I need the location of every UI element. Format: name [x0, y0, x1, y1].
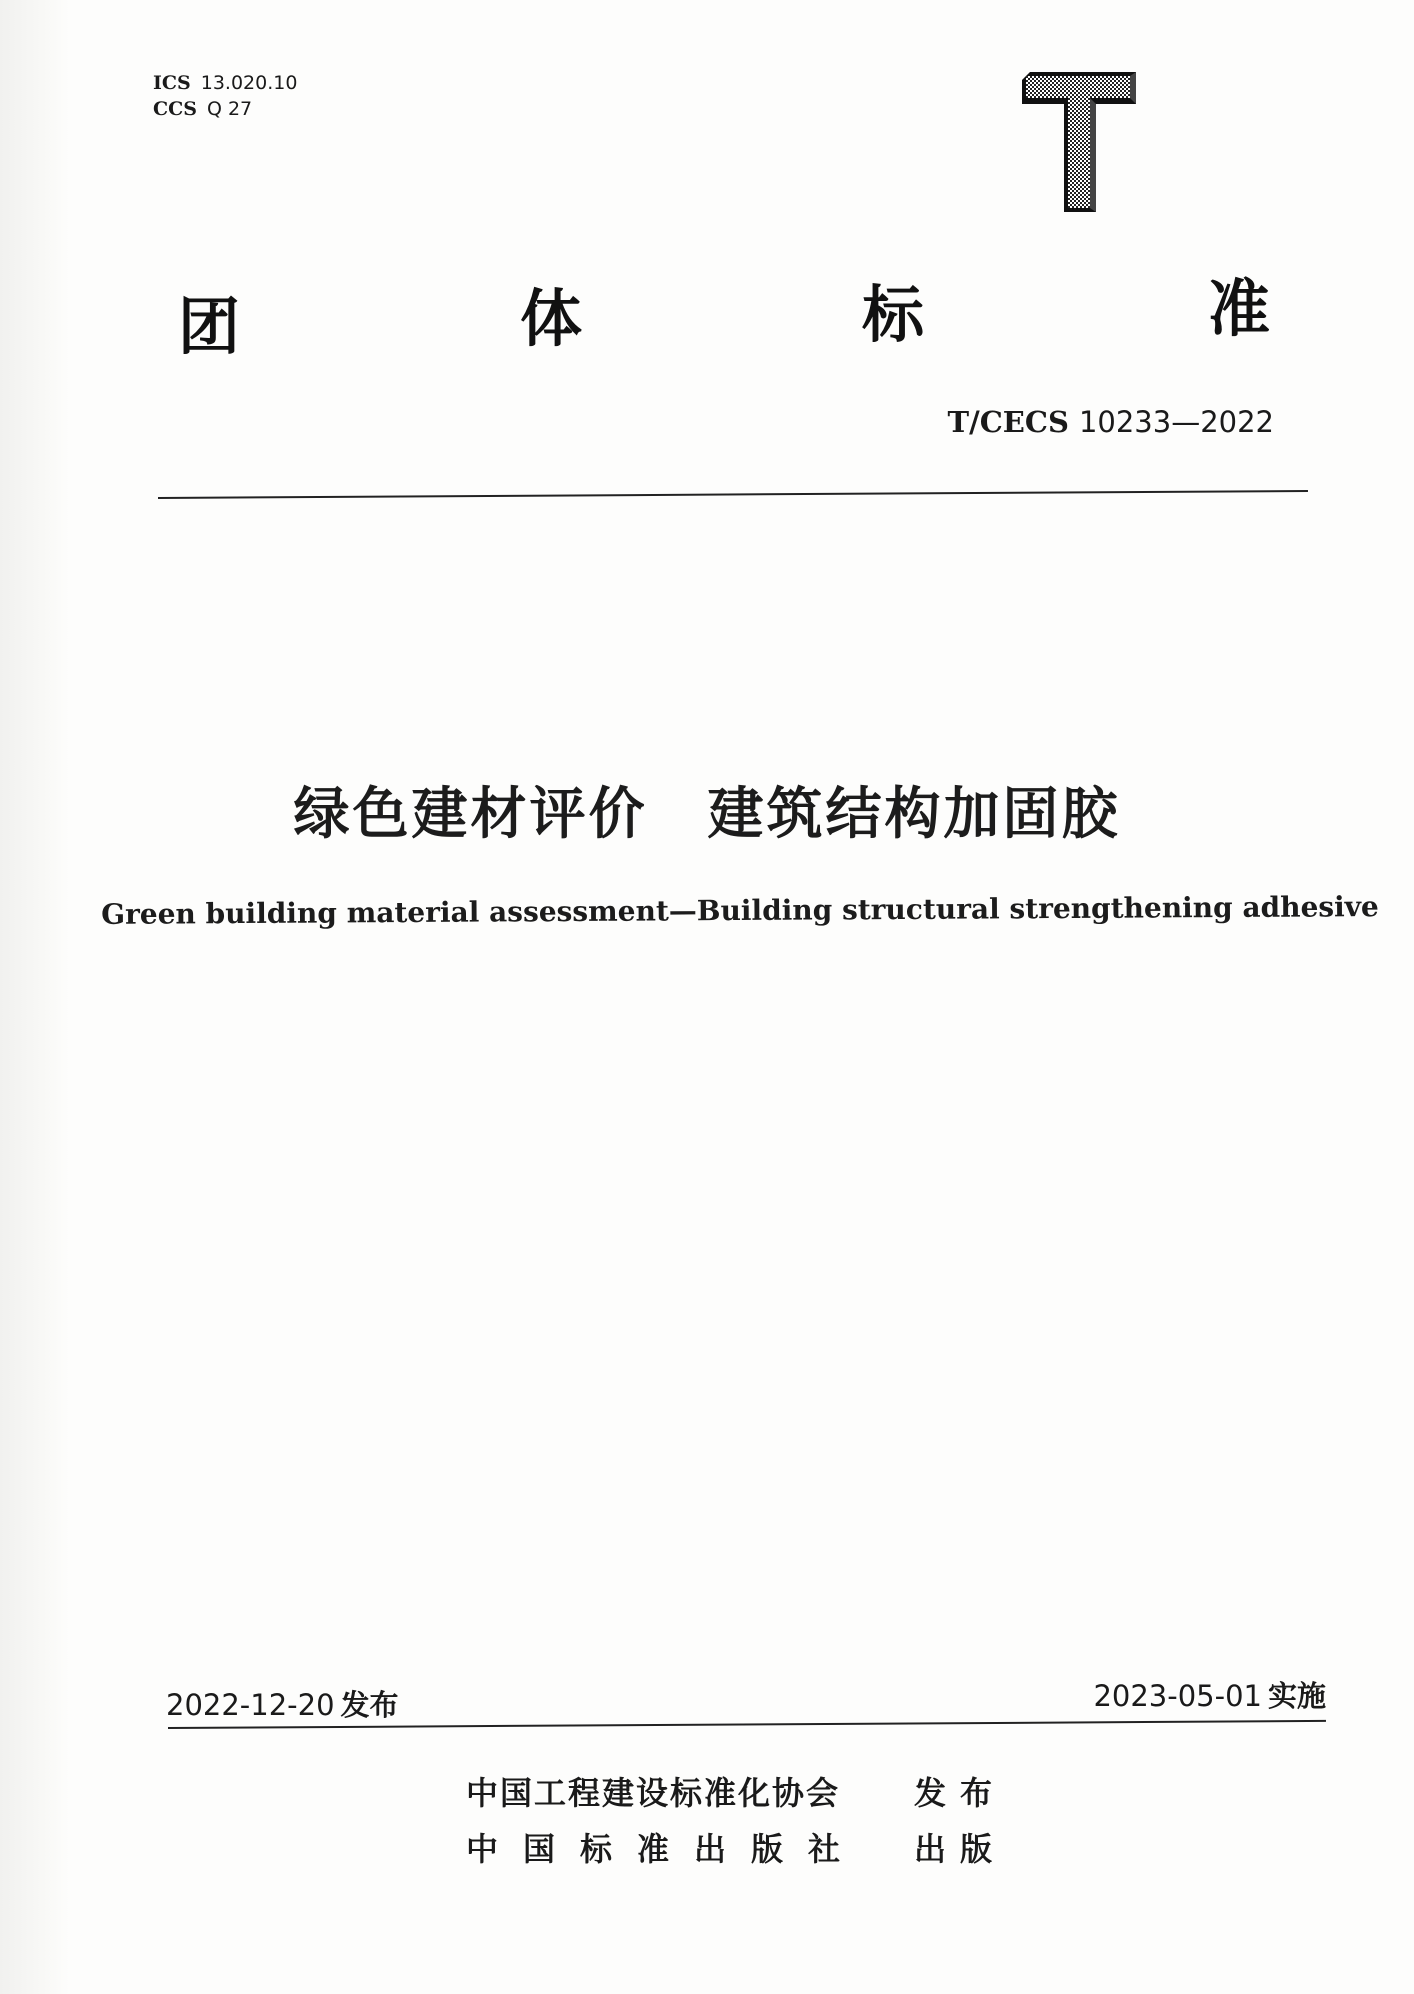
title-english: Green building material assessment—Building structural strengthening adhesive — [101, 890, 1379, 931]
title-chinese — [0, 770, 1414, 850]
publisher-name: 中国标准出版社 — [466, 1830, 866, 1868]
classification-codes — [153, 70, 297, 122]
publisher-role: 发布 — [914, 1774, 1007, 1812]
standard-prefix: T/CECS — [947, 405, 1069, 439]
publisher-role: 出版 — [914, 1830, 1007, 1868]
ics-code-row — [153, 70, 297, 96]
ccs-value: Q 27 — [206, 98, 253, 120]
ics-value: 13.020.10 — [200, 72, 298, 94]
standard-number — [948, 405, 1274, 439]
publisher-row — [466, 1768, 1006, 1814]
implementation-date-value: 2023-05-01 — [1093, 1679, 1262, 1713]
implementation-date — [1093, 1674, 1326, 1715]
issue-date-label: 发布 — [340, 1688, 399, 1722]
doc-type-char: 团 — [178, 290, 241, 363]
doc-type-char: 准 — [1208, 272, 1271, 345]
t-mark-icon — [1018, 72, 1142, 216]
implementation-date-label: 实施 — [1267, 1679, 1326, 1713]
document-type-heading — [178, 272, 1298, 375]
ics-label: ICS — [153, 72, 191, 94]
publisher-name: 中国工程建设标准化协会 — [466, 1774, 841, 1812]
standard-code: 10233—2022 — [1078, 405, 1274, 439]
publisher-row — [466, 1824, 1006, 1870]
title-cn-part2: 建筑结构加固胶 — [707, 782, 1121, 847]
issue-date — [166, 1683, 399, 1724]
scan-edge-shadow — [0, 0, 70, 1994]
ccs-code-row — [153, 96, 297, 122]
ccs-label: CCS — [153, 98, 197, 120]
doc-type-char: 标 — [862, 278, 925, 351]
issue-date-value: 2022-12-20 — [166, 1688, 335, 1722]
header-divider — [158, 490, 1308, 499]
doc-type-char: 体 — [520, 282, 583, 355]
title-cn-part1: 绿色建材评价 — [293, 782, 648, 847]
